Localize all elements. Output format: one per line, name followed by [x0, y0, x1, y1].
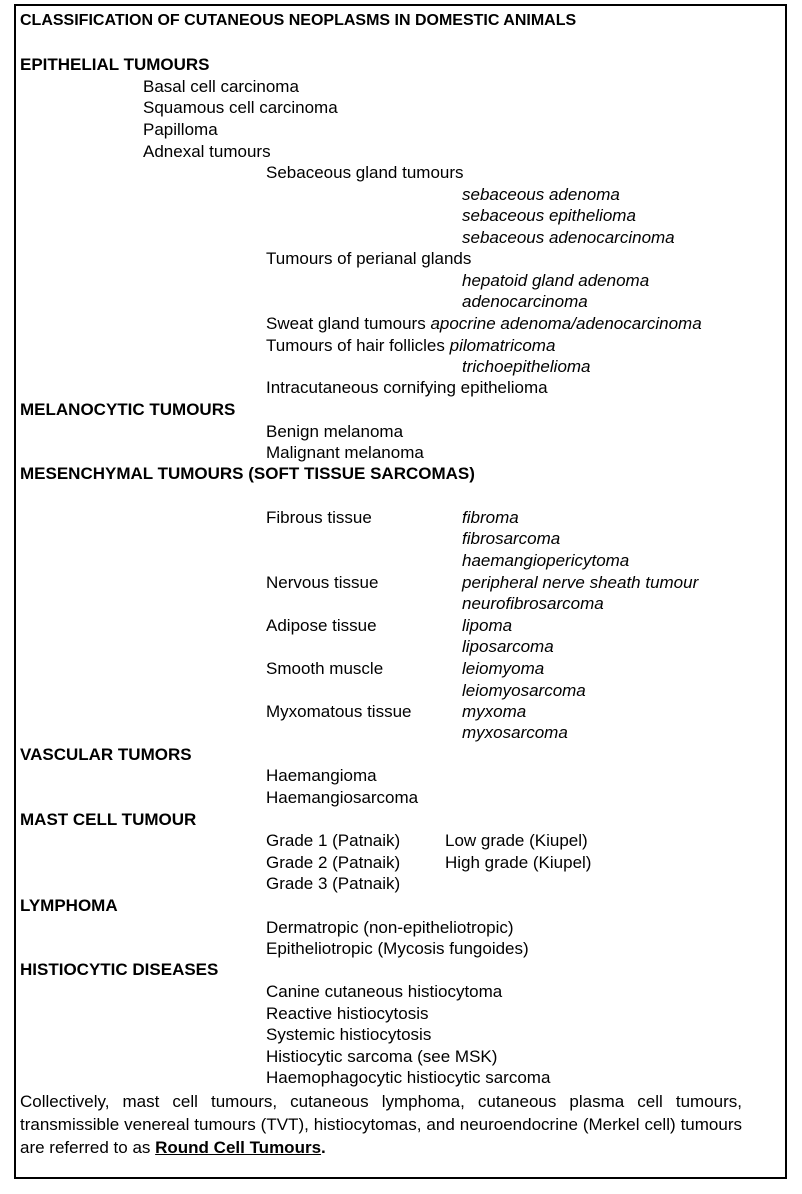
document-title: CLASSIFICATION OF CUTANEOUS NEOPLASMS IN DOMESTIC ANIMALS	[20, 12, 577, 29]
tumour-type: hepatoid gland adenoma	[462, 271, 650, 290]
sebaceous-label: Sebaceous gland tumours	[266, 163, 464, 182]
sweat-label: Sweat gland tumours	[266, 314, 426, 333]
tumour-type: sebaceous adenoma	[462, 185, 620, 204]
list-item: Epitheliotropic (Mycosis fungoides)	[266, 939, 529, 958]
tissue-label: Fibrous tissue	[266, 508, 372, 527]
footnote-emphasis: Round Cell Tumours	[155, 1138, 322, 1157]
list-item: Adnexal tumours	[143, 142, 271, 161]
tumour-type: pilomatricoma	[449, 336, 556, 355]
grade-patnaik: Grade 2 (Patnaik)	[266, 853, 401, 872]
tumour-type: sebaceous epithelioma	[462, 206, 636, 225]
tumour-type: fibrosarcoma	[462, 529, 561, 548]
heading-melanocytic: MELANOCYTIC TUMOURS	[20, 400, 236, 419]
tumour-type: haemangiopericytoma	[462, 551, 630, 570]
heading-mesenchymal: MESENCHYMAL TUMOURS (SOFT TISSUE SARCOMAS)	[20, 464, 475, 483]
list-item: Dermatropic (non-epitheliotropic)	[266, 918, 514, 937]
heading-lymphoma: LYMPHOMA	[20, 896, 118, 915]
footnote-text: Collectively, mast cell tumours, cutaneous lymphoma, cutaneous plasma cell tumours, transmissible venereal tumours (TVT), histiocytomas, and neuroendocrine (Merkel cell) tumours are referred to as	[20, 1092, 742, 1157]
grade-kiupel: Low grade (Kiupel)	[445, 831, 588, 850]
list-item: Malignant melanoma	[266, 443, 424, 462]
tumour-type: fibroma	[462, 508, 519, 527]
perianal-label: Tumours of perianal glands	[266, 249, 472, 268]
list-item: Intracutaneous cornifying epithelioma	[266, 378, 548, 397]
grade-patnaik: Grade 3 (Patnaik)	[266, 874, 401, 893]
footnote	[20, 1090, 742, 1159]
tissue-label: Myxomatous tissue	[266, 702, 412, 721]
heading-epithelial: EPITHELIAL TUMOURS	[20, 55, 210, 74]
hair-follicle-row	[266, 335, 555, 356]
list-item: Histiocytic sarcoma (see MSK)	[266, 1047, 498, 1066]
list-item: Haemangiosarcoma	[266, 788, 419, 807]
tumour-type: leiomyosarcoma	[462, 681, 586, 700]
grade-kiupel: High grade (Kiupel)	[445, 853, 592, 872]
tumour-type: adenocarcinoma	[462, 292, 588, 311]
sweat-gland-row	[266, 313, 702, 334]
tumour-type: neurofibrosarcoma	[462, 594, 604, 613]
heading-histiocytic: HISTIOCYTIC DISEASES	[20, 960, 219, 979]
tumour-type: liposarcoma	[462, 637, 554, 656]
list-item: Reactive histiocytosis	[266, 1004, 429, 1023]
tumour-type: peripheral nerve sheath tumour	[462, 573, 699, 592]
tumour-type: myxoma	[462, 702, 527, 721]
list-item: Canine cutaneous histiocytoma	[266, 982, 503, 1001]
list-item: Systemic histiocytosis	[266, 1025, 432, 1044]
list-item: Haemangioma	[266, 766, 377, 785]
heading-vascular: VASCULAR TUMORS	[20, 745, 192, 764]
list-item: Haemophagocytic histiocytic sarcoma	[266, 1068, 551, 1087]
tumour-type: apocrine adenoma/adenocarcinoma	[430, 314, 702, 333]
tissue-label: Smooth muscle	[266, 659, 384, 678]
tumour-type: lipoma	[462, 616, 513, 635]
heading-mast-cell: MAST CELL TUMOUR	[20, 810, 197, 829]
tumour-type: sebaceous adenocarcinoma	[462, 228, 675, 247]
tumour-type: leiomyoma	[462, 659, 545, 678]
tissue-label: Nervous tissue	[266, 573, 379, 592]
hair-label: Tumours of hair follicles	[266, 336, 445, 355]
list-item: Papilloma	[143, 120, 218, 139]
grade-patnaik: Grade 1 (Patnaik)	[266, 831, 401, 850]
footnote-end: .	[321, 1138, 326, 1157]
tissue-label: Adipose tissue	[266, 616, 377, 635]
list-item: Squamous cell carcinoma	[143, 98, 338, 117]
tumour-type: trichoepithelioma	[462, 357, 591, 376]
list-item: Basal cell carcinoma	[143, 77, 299, 96]
tumour-type: myxosarcoma	[462, 723, 568, 742]
list-item: Benign melanoma	[266, 422, 404, 441]
